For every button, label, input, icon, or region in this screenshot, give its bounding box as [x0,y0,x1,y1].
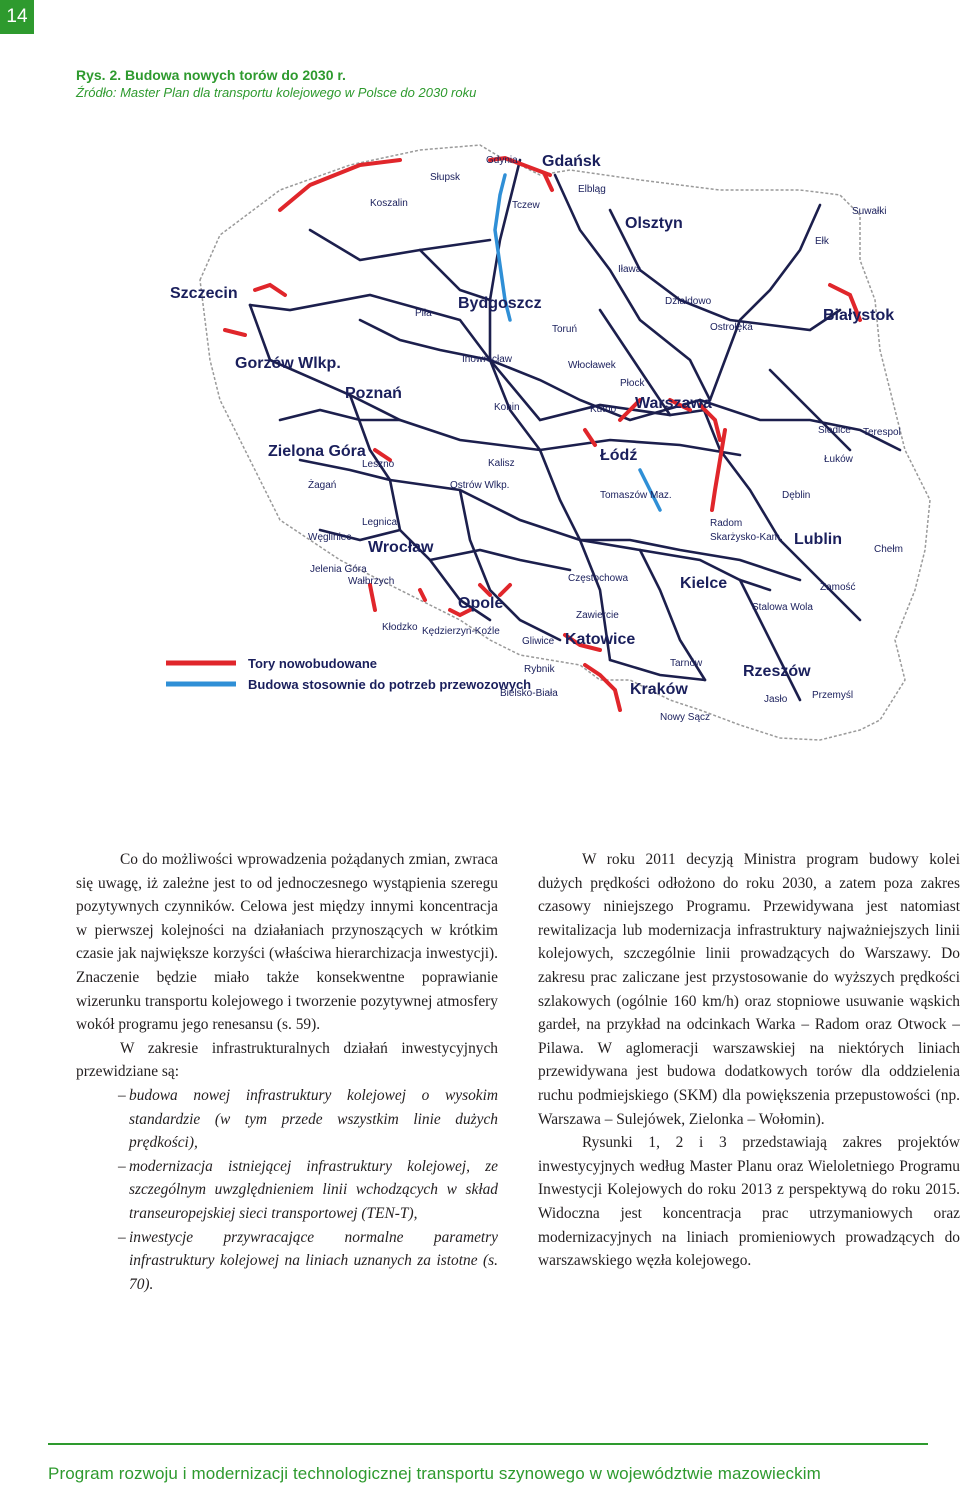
city-label: Jasło [764,694,788,705]
city-label: Kalisz [488,458,515,469]
city-label: Tczew [512,200,540,211]
city-label: Tomaszów Maz. [600,490,672,501]
railway-map [160,120,960,810]
list-item-text: inwestycje przywracające normalne parametry infrastruktury kolejowej na liniach uznanych za istotne (s. 70). [129,1228,498,1293]
city-label: Legnica [362,517,398,528]
city-label: Przemyśl [812,690,854,701]
city-label: Inowrocław [462,354,513,365]
left-column [76,848,498,1296]
city-label: Płock [620,378,645,389]
city-label: Łuków [824,454,853,465]
city-label: Częstochowa [568,573,629,584]
city-label: Stalowa Wola [752,602,813,613]
city-label: Bielsko-Biała [500,688,558,699]
legend-label: Budowa stosownie do potrzeb przewozowych [248,677,532,692]
city-label: Włocławek [568,360,616,371]
city-label: Kraków [630,681,688,698]
city-label: Katowice [565,631,636,648]
paragraph: W zakresie infrastrukturalnych działań inwestycyjnych przewidziane są: [76,1039,498,1081]
city-label: Elbląg [578,184,606,195]
city-label: Rzeszów [743,663,811,680]
city-label: Szczecin [170,285,238,302]
city-label: Suwałki [852,206,887,217]
city-label: Ostrołęka [710,322,753,333]
city-label: Białystok [823,307,895,324]
city-label: Bydgoszcz [458,295,542,312]
footer-title: Program rozwoju i modernizacji technologicznej transportu szynowego w województwie mazowieckim [48,1464,821,1483]
city-label: Radom [710,518,743,529]
city-label: Żagań [308,480,337,491]
city-label: Gdynia [486,155,518,166]
city-label: Nowy Sącz [660,712,711,723]
list-item: – inwestycje przywracające normalne parametry infrastruktury kolejowej na liniach uznanych za istotne (s. 70). [118,1228,498,1293]
footer-divider [48,1443,928,1445]
city-label: Konin [494,402,520,413]
city-label: Zawiercie [576,610,619,621]
list-item: – modernizacja istniejącej infrastruktury kolejowej, ze szczególnym uwzględnieniem linii wchodzących w skład transeuropejskiej sieci transportowej (TEN-T), [118,1157,498,1222]
figure-title: Rys. 2. Budowa nowych torów do 2030 r. [76,67,346,83]
city-label: Jelenia Góra [310,564,367,575]
city-label: Toruń [552,324,578,335]
city-label: Tarnów [670,658,703,669]
city-label: Piła [415,308,432,319]
city-label: Gliwice [522,636,555,647]
city-label: Olsztyn [625,215,683,232]
city-label: Kielce [680,575,728,592]
city-label: Słupsk [430,172,461,183]
city-label: Łódź [600,447,638,464]
city-label: Rybnik [524,664,555,675]
city-label: Ostrów Wlkp. [450,480,510,491]
city-label: Skarżysko-Kam. [710,532,783,543]
city-label: Opole [458,595,504,612]
city-label: Wrocław [368,539,434,556]
city-label: Terespol [863,427,901,438]
paragraph: W roku 2011 decyzją Ministra program budowy kolei dużych prędkości odłożono do roku 2030, a zatem poza zakres czasowy niniejszego Programu. Przewidywana jest natomiast rewitalizacja lub modernizacja infrastruktury najważniejszych linii kolejowych, szczególnie linii prowadzących do Warszawy. Do zakresu prac zaliczane jest przystosowanie do wyższych prędkości szlakowych (ogólnie 160 km/h) oraz stopniowe usuwanie wąskich gardeł, na przykład na odcinkach Warka – Radom oraz Otwock – Pilawa. W aglomeracji warszawskiej na niektórych liniach przewidywana jest budowa dodatkowych torów dla oddzielenia ruchu podmiejskiego (SKM) dla powiększenia przepustowości (np. Warszawa – Sulejówek, Zielonka – Wołomin). [538,851,960,1128]
figure-caption [76,66,476,101]
city-label: Gorzów Wlkp. [235,355,341,372]
city-label: Dęblin [782,490,811,501]
city-label: Ełk [815,236,829,247]
figure-source: Źródło: Master Plan dla transportu kolejowego w Polsce do 2030 roku [76,85,477,100]
bullet-list [76,1084,498,1296]
right-column [538,848,960,1273]
paragraph: Co do możliwości wprowadzenia pożądanych zmian, zwraca się uwagę, iż zależne jest to od jednoczesnego wystąpienia szeregu pozytywnych czynników. Celowa jest między innymi koncentracja w pierwszej kolejności na działaniach przynoszących w krótkim czasie jak największe korzyści (właściwa hierarchizacja inwestycji). Znaczenie będzie miało także konsekwentne poprawianie wizerunku transportu kolejowego i tworzenie pozytywnej atmosfery wokół programu jego renesansu (s. 59). [76,851,498,1034]
list-item-text: modernizacja istniejącej infrastruktury kolejowej, ze szczególnym uwzględnieniem linii wchodzących w skład transeuropejskiej sieci transportowej (TEN-T), [129,1157,498,1222]
city-label: Koszalin [370,198,408,209]
city-label: Warszawa [635,395,712,412]
city-label: Zielona Góra [268,443,366,460]
map-legend [166,656,531,692]
city-label: Zamość [820,582,856,593]
city-label: Kędzierzyn-Koźle [422,626,500,637]
city-label: Lublin [794,531,842,548]
city-label: Gdańsk [542,153,601,170]
list-item: – budowa nowej infrastruktury kolejowej o wysokim standardzie (w tym przede wszystkim linie dużych prędkości), [118,1086,498,1152]
city-label: Chełm [874,544,903,555]
paragraph: Rysunki 1, 2 i 3 przedstawiają zakres projektów inwestycyjnych według Master Planu oraz Wieloletniego Programu Inwestycji Kolejowych do roku 2013 z perspektywą do roku 2015. Widoczna jest koncentracja prac utrzymaniowych oraz modernizacyjnych na liniach promieniowych prowadzących do warszawskiego węzła kolejowego. [538,1134,960,1270]
city-label: Iława [618,264,642,275]
list-item-text: budowa nowej infrastruktury kolejowej o wysokim standardzie (w tym przede wszystkim linie dużych prędkości), [129,1086,498,1152]
city-label: Siedlce [818,425,851,436]
city-label: Działdowo [665,296,712,307]
page-number: 14 [0,0,34,34]
city-label: Wałbrzych [348,576,395,587]
city-label: Poznań [345,385,402,402]
city-label: Leszno [362,459,395,470]
city-label: Kutno [590,404,617,415]
city-label: Węgliniec [308,532,352,543]
legend-label: Tory nowobudowane [248,656,378,671]
city-label: Kłodzko [382,622,418,633]
